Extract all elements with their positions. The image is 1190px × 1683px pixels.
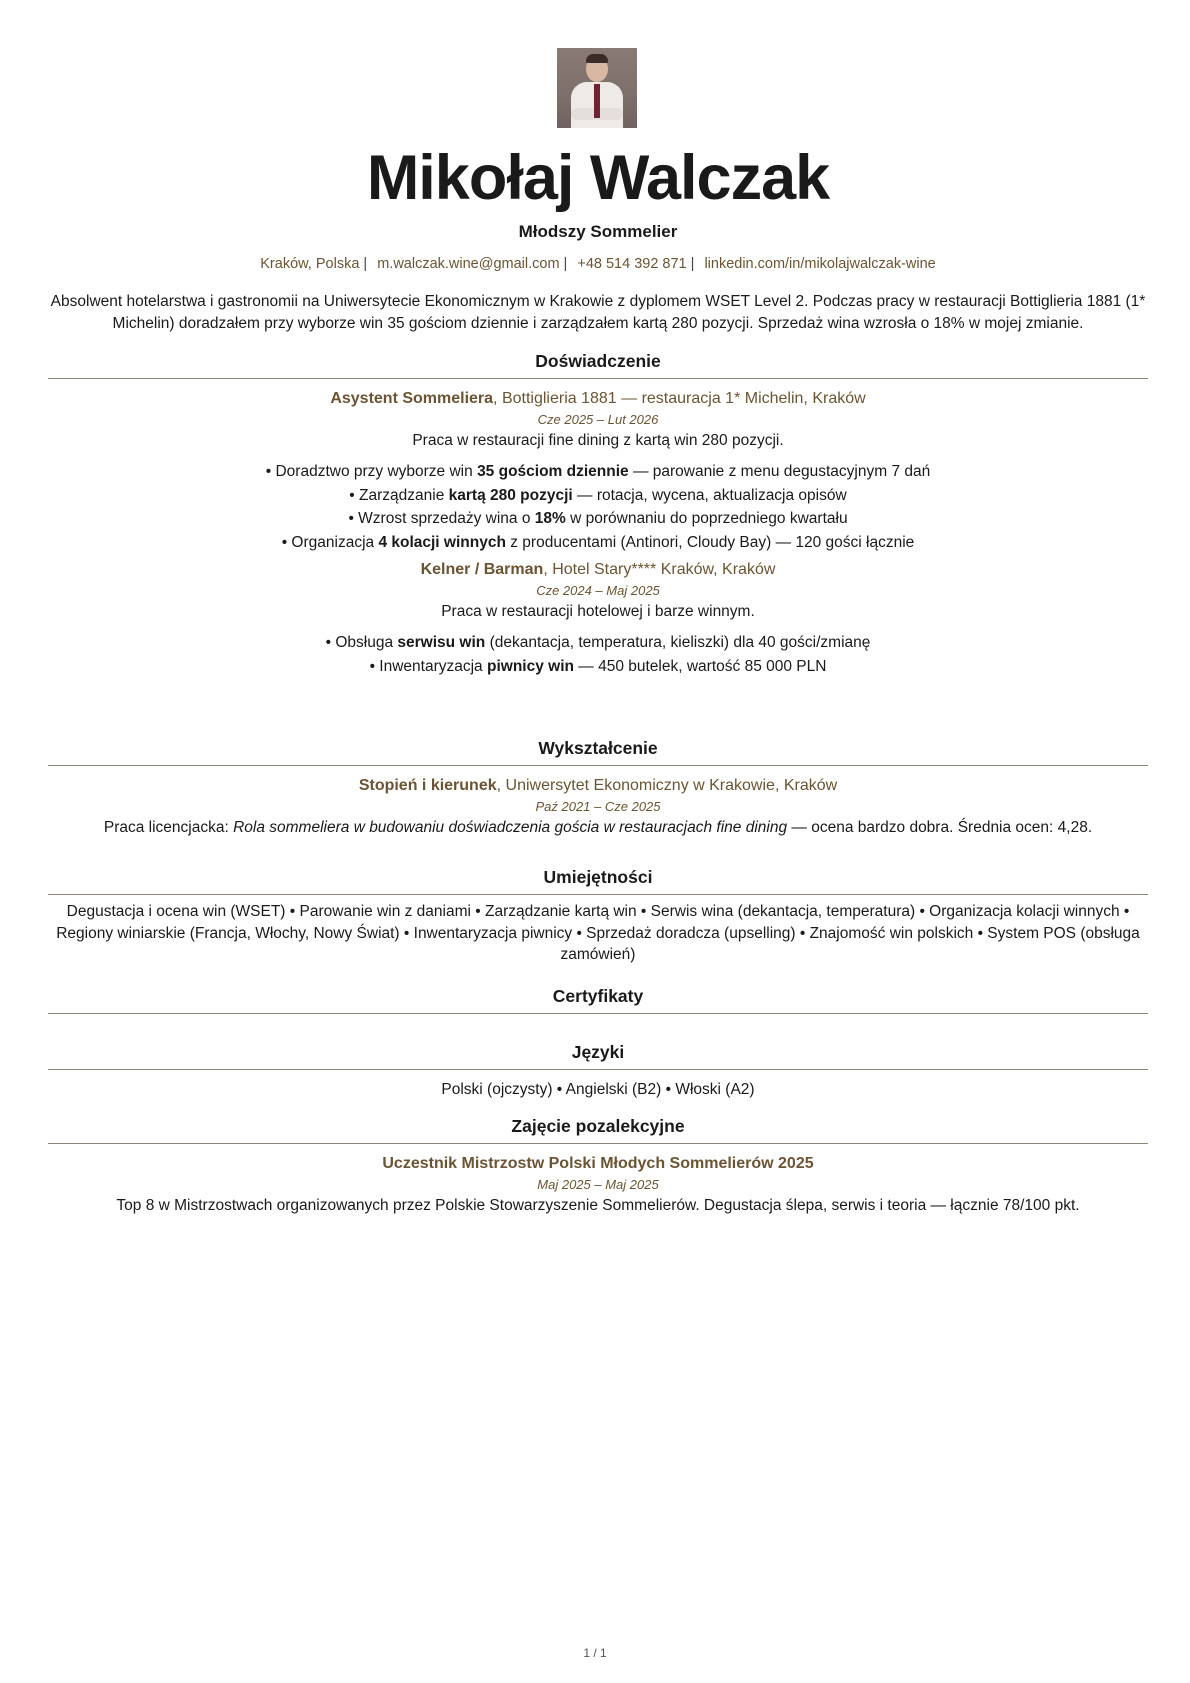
- page-number: 1 / 1: [583, 1646, 607, 1660]
- activity-name: Uczestnik Mistrzostw Polski Młodych Sommelierów 2025: [382, 1155, 814, 1172]
- experience-entry: [48, 559, 1148, 678]
- section-title: Umiejętności: [543, 867, 653, 887]
- bullet-item: • Zarządzanie kartą 280 pozycji — rotacja, wycena, aktualizacja opisów: [48, 484, 1148, 508]
- divider: [48, 765, 1148, 766]
- job-title: Młodszy Sommelier: [518, 222, 678, 241]
- bullet-list: [48, 631, 1148, 678]
- education-entry: [48, 775, 1148, 839]
- entry-dates: Maj 2025 – Maj 2025: [537, 1177, 659, 1192]
- school: , Uniwersytet Ekonomiczny w Krakowie, Kraków: [496, 777, 838, 794]
- entry-heading: [48, 559, 1148, 581]
- section-certificates: [48, 985, 1148, 1014]
- role: Asystent Sommeliera: [330, 390, 494, 407]
- bullet-item: • Doradztwo przy wyborze win 35 gościom dziennie — parowanie z menu degustacyjnym 7 dań: [48, 460, 1148, 484]
- divider: [48, 1069, 1148, 1070]
- divider: [48, 1013, 1148, 1014]
- divider: [48, 894, 1148, 895]
- entry-dates: Cze 2024 – Maj 2025: [536, 583, 660, 598]
- section-languages: [48, 1041, 1148, 1101]
- role: Kelner / Barman: [420, 561, 544, 578]
- bullet-item: • Obsługa serwisu win (dekantacja, temperatura, kieliszki) dla 40 gości/zmianę: [48, 631, 1148, 655]
- employer: , Hotel Stary**** Kraków, Kraków: [543, 561, 776, 578]
- extracurricular-entry: [48, 1153, 1148, 1217]
- candidate-name: Mikołaj Walczak: [366, 143, 830, 213]
- entry-description: Praca w restauracji hotelowej i barze winnym.: [441, 603, 755, 620]
- skills-list: Degustacja i ocena win (WSET) • Parowanie win z daniami • Zarządzanie kartą win • Serwis wina (dekantacja, temperatura) • Organizacja kolacji winnych • Regiony winiarskie (Francja, Włochy, Nowy Świat) • Inwentaryzacja piwnicy • Sprzedaż doradcza (upselling) • Znajomość win polskich • System POS (obsługa zamówień): [56, 903, 1140, 963]
- summary: Absolwent hotelarstwa i gastronomii na Uniwersytecie Ekonomicznym w Krakowie z dyplomem WSET Level 2. Podczas pracy w restauracji Bottiglieria 1881 (1* Michelin) doradzałem przy wyborze win 35 gościom dziennie i zarządzałem kartą 280 pozycji. Sprzedaż wina wzrosła o 18% w mojej zmianie.: [50, 293, 1146, 332]
- contact-line: [48, 256, 1148, 272]
- degree: Stopień i kierunek: [358, 777, 497, 794]
- divider: [48, 378, 1148, 379]
- entry-heading: [48, 775, 1148, 797]
- bullet-list: [48, 460, 1148, 554]
- section-title: Certyfikaty: [552, 986, 644, 1006]
- contact-location: Kraków, Polska: [260, 256, 360, 272]
- bullet-item: • Inwentaryzacja piwnicy win — 450 butelek, wartość 85 000 PLN: [48, 655, 1148, 679]
- section-title: Zajęcie pozalekcyjne: [511, 1116, 685, 1136]
- divider: [48, 1143, 1148, 1144]
- profile-photo: [557, 48, 637, 128]
- entry-heading: [48, 388, 1148, 410]
- employer: , Bottiglieria 1881 — restauracja 1* Michelin, Kraków: [493, 390, 866, 407]
- separator: |: [690, 256, 695, 272]
- section-extracurricular: [48, 1115, 1148, 1217]
- section-title: Języki: [571, 1042, 625, 1062]
- bullet-item: • Organizacja 4 kolacji winnych z producentami (Antinori, Cloudy Bay) — 120 gości łącznie: [48, 531, 1148, 555]
- contact-phone[interactable]: +48 514 392 871: [577, 256, 687, 272]
- separator: |: [363, 256, 368, 272]
- entry-dates: Paź 2021 – Cze 2025: [535, 799, 661, 814]
- entry-dates: Cze 2025 – Lut 2026: [537, 412, 659, 427]
- section-education: [48, 737, 1148, 839]
- entry-description: Top 8 w Mistrzostwach organizowanych przez Polskie Stowarzyszenie Sommelierów. Degustacja ślepa, serwis i teoria — łącznie 78/100 pkt.: [116, 1197, 1080, 1214]
- section-title: Wykształcenie: [538, 738, 658, 758]
- experience-entry: [48, 388, 1148, 554]
- section-skills: [48, 866, 1148, 966]
- languages-list: Polski (ojczysty) • Angielski (B2) • Włoski (A2): [441, 1081, 755, 1098]
- contact-linkedin[interactable]: linkedin.com/in/mikolajwalczak-wine: [704, 256, 936, 272]
- separator: |: [563, 256, 568, 272]
- section-title: Doświadczenie: [535, 351, 661, 371]
- bullet-item: • Wzrost sprzedaży wina o 18% w porównaniu do poprzedniego kwartału: [48, 507, 1148, 531]
- section-experience: [48, 350, 1148, 678]
- entry-heading: [48, 1153, 1148, 1175]
- entry-description: Praca w restauracji fine dining z kartą win 280 pozycji.: [412, 432, 784, 449]
- contact-email[interactable]: m.walczak.wine@gmail.com: [377, 256, 560, 272]
- thesis: Praca licencjacka: Rola sommeliera w budowaniu doświadczenia gościa w restauracjach fine dining — ocena bardzo dobra. Średnia ocen: 4,28.: [103, 819, 1093, 836]
